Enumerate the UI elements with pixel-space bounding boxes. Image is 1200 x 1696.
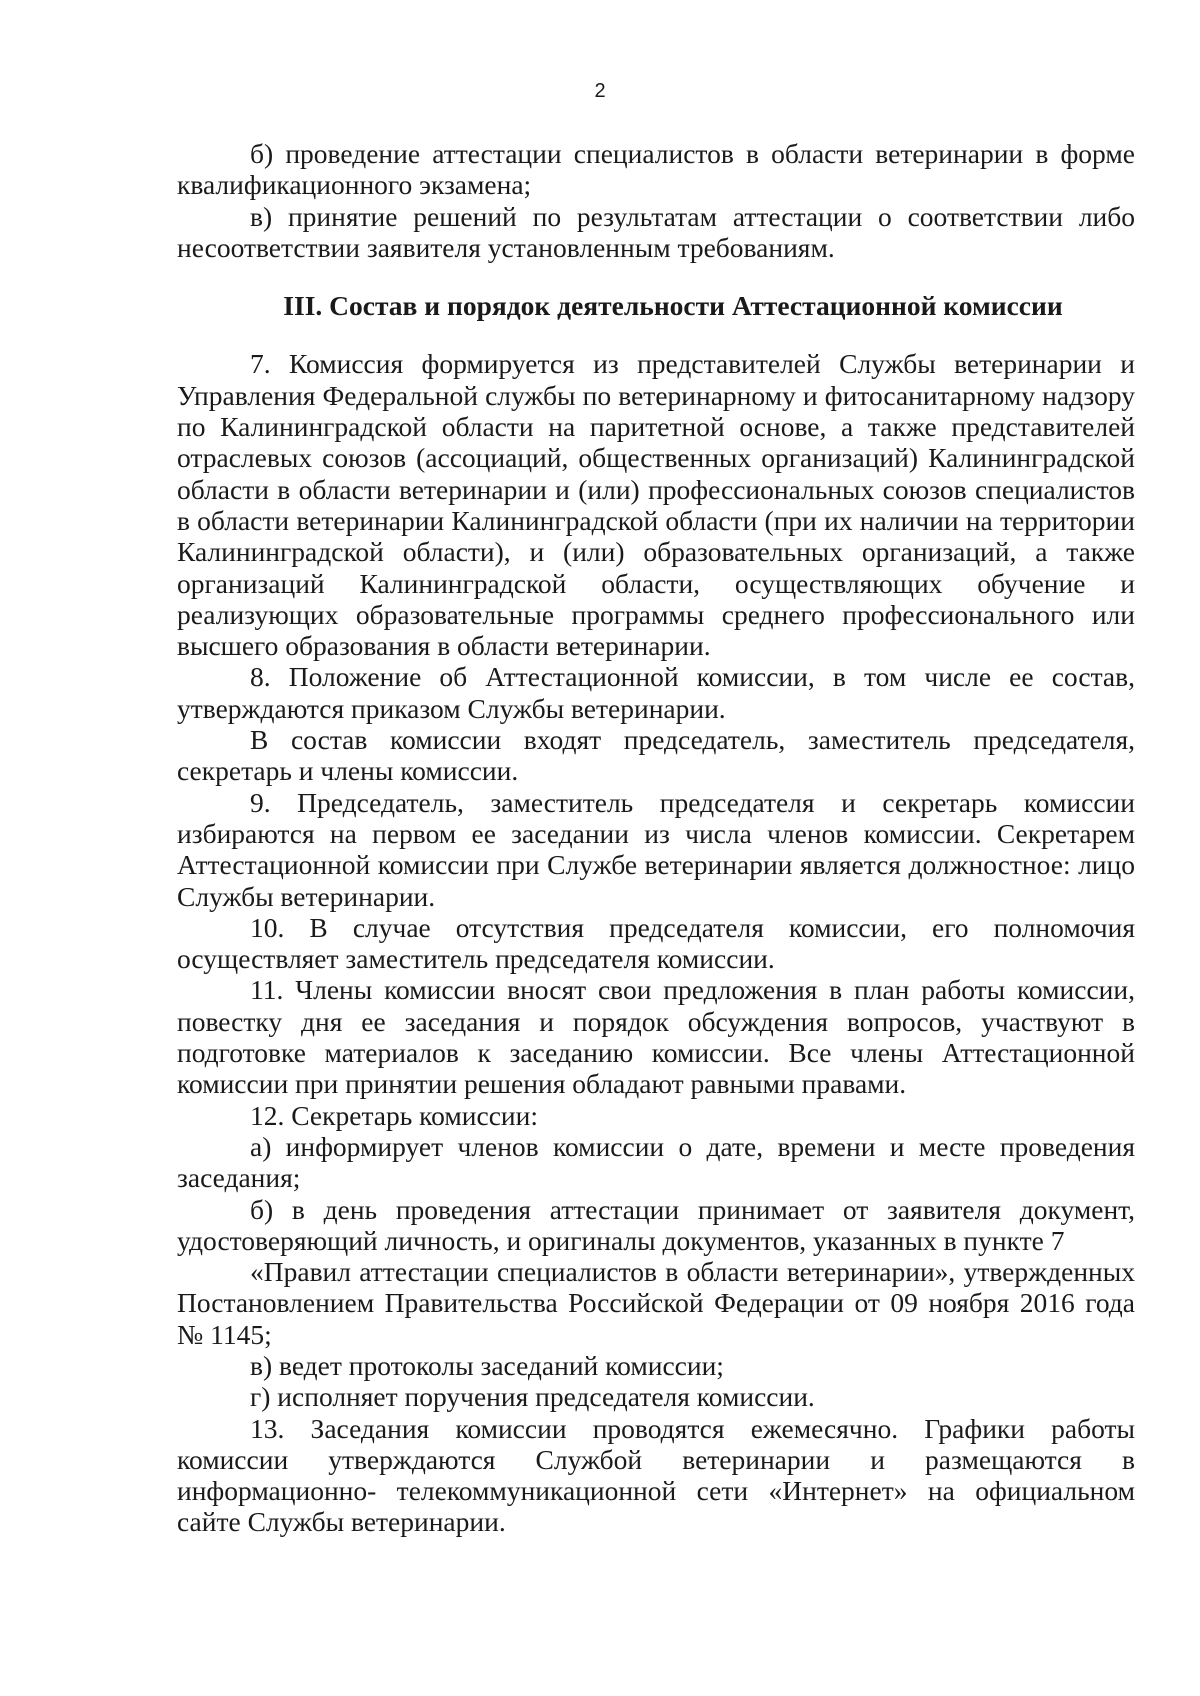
paragraph-13: 13. Заседания комиссии проводятся ежемесячно. Графики работы комиссии утверждаются Службой ветеринарии и размещаются в информационно- телекоммуникационной сети «Интернет» на официальном сайте Службы ветеринарии. xyxy=(177,1412,1135,1538)
paragraph-11: 11. Члены комиссии вносят свои предложения в план работы комиссии, повестку дня ее заседания и порядок обсуждения вопросов, участвуют в подготовке материалов к заседанию комиссии. Все члены Аттестационной комиссии при принятии решения обладают равными правами. xyxy=(177,974,1135,1100)
paragraph-10: 10. В случае отсутствия председателя комиссии, его полномочия осуществляет заместитель председателя комиссии. xyxy=(177,911,1135,975)
paragraph-12-g: г) исполняет поручения председателя комиссии. xyxy=(250,1381,815,1413)
paragraph-v: в) принятие решений по результатам аттестации о соответствии либо несоответствии заявителя установленным требованиям. xyxy=(177,200,1135,263)
paragraph-8-composition: В состав комиссии входят председатель, заместитель председателя, секретарь и члены комиссии. xyxy=(177,724,1135,787)
section-heading: III. Состав и порядок деятельности Аттестационной комиссии xyxy=(283,290,1063,322)
paragraph-8: 8. Положение об Аттестационной комиссии, в том числе ее состав, утверждаются приказом Службы ветеринарии. xyxy=(177,661,1135,724)
page-number: 2 xyxy=(594,80,606,102)
paragraph-9: 9. Председатель, заместитель председателя и секретарь комиссии избираются на первом ее заседании из числа членов комиссии. Секретарем Аттестационной комиссии при Службе ветеринарии является должностное: лицо Службы ветеринарии. xyxy=(177,786,1135,912)
paragraph-12-b-rules: «Правил аттестации специалистов в области ветеринарии», утвержденных Постановлением Правительства Российской Федерации от 09 ноября 2016 года № 1145; xyxy=(177,1256,1135,1350)
paragraph-12-b: б) в день проведения аттестации принимает от заявителя документ, удостоверяющий личность, и оригиналы документов, указанных в пункте 7 xyxy=(177,1193,1135,1256)
paragraph-12: 12. Секретарь комиссии: xyxy=(250,1099,538,1131)
paragraph-7: 7. Комиссия формируется из представителей Службы ветеринарии и Управления Федеральной службы по ветеринарному и фитосанитарному надзору по Калининградской области на паритетной основе, а также представителей отраслевых союзов (ассоциаций, общественных организаций) Калининградской области в области ветеринарии и (или) профессиональных союзов специалистов в области ветеринарии Калининградской области (при их наличии на территории Калининградской области), и (или) образовательных организаций, а также организаций Калининградской области, осуществляющих обучение и реализующих образовательные программы среднего профессионального или высшего образования в области ветеринарии. xyxy=(177,348,1135,662)
document-body xyxy=(177,138,1135,1538)
paragraph-12-a: а) информирует членов комиссии о дате, времени и месте проведения заседания; xyxy=(177,1130,1135,1194)
paragraph-12-v: в) ведет протоколы заседаний комиссии; xyxy=(250,1349,724,1381)
paragraph-b: б) проведение аттестации специалистов в области ветеринарии в форме квалификационного экзамена; xyxy=(177,138,1135,201)
